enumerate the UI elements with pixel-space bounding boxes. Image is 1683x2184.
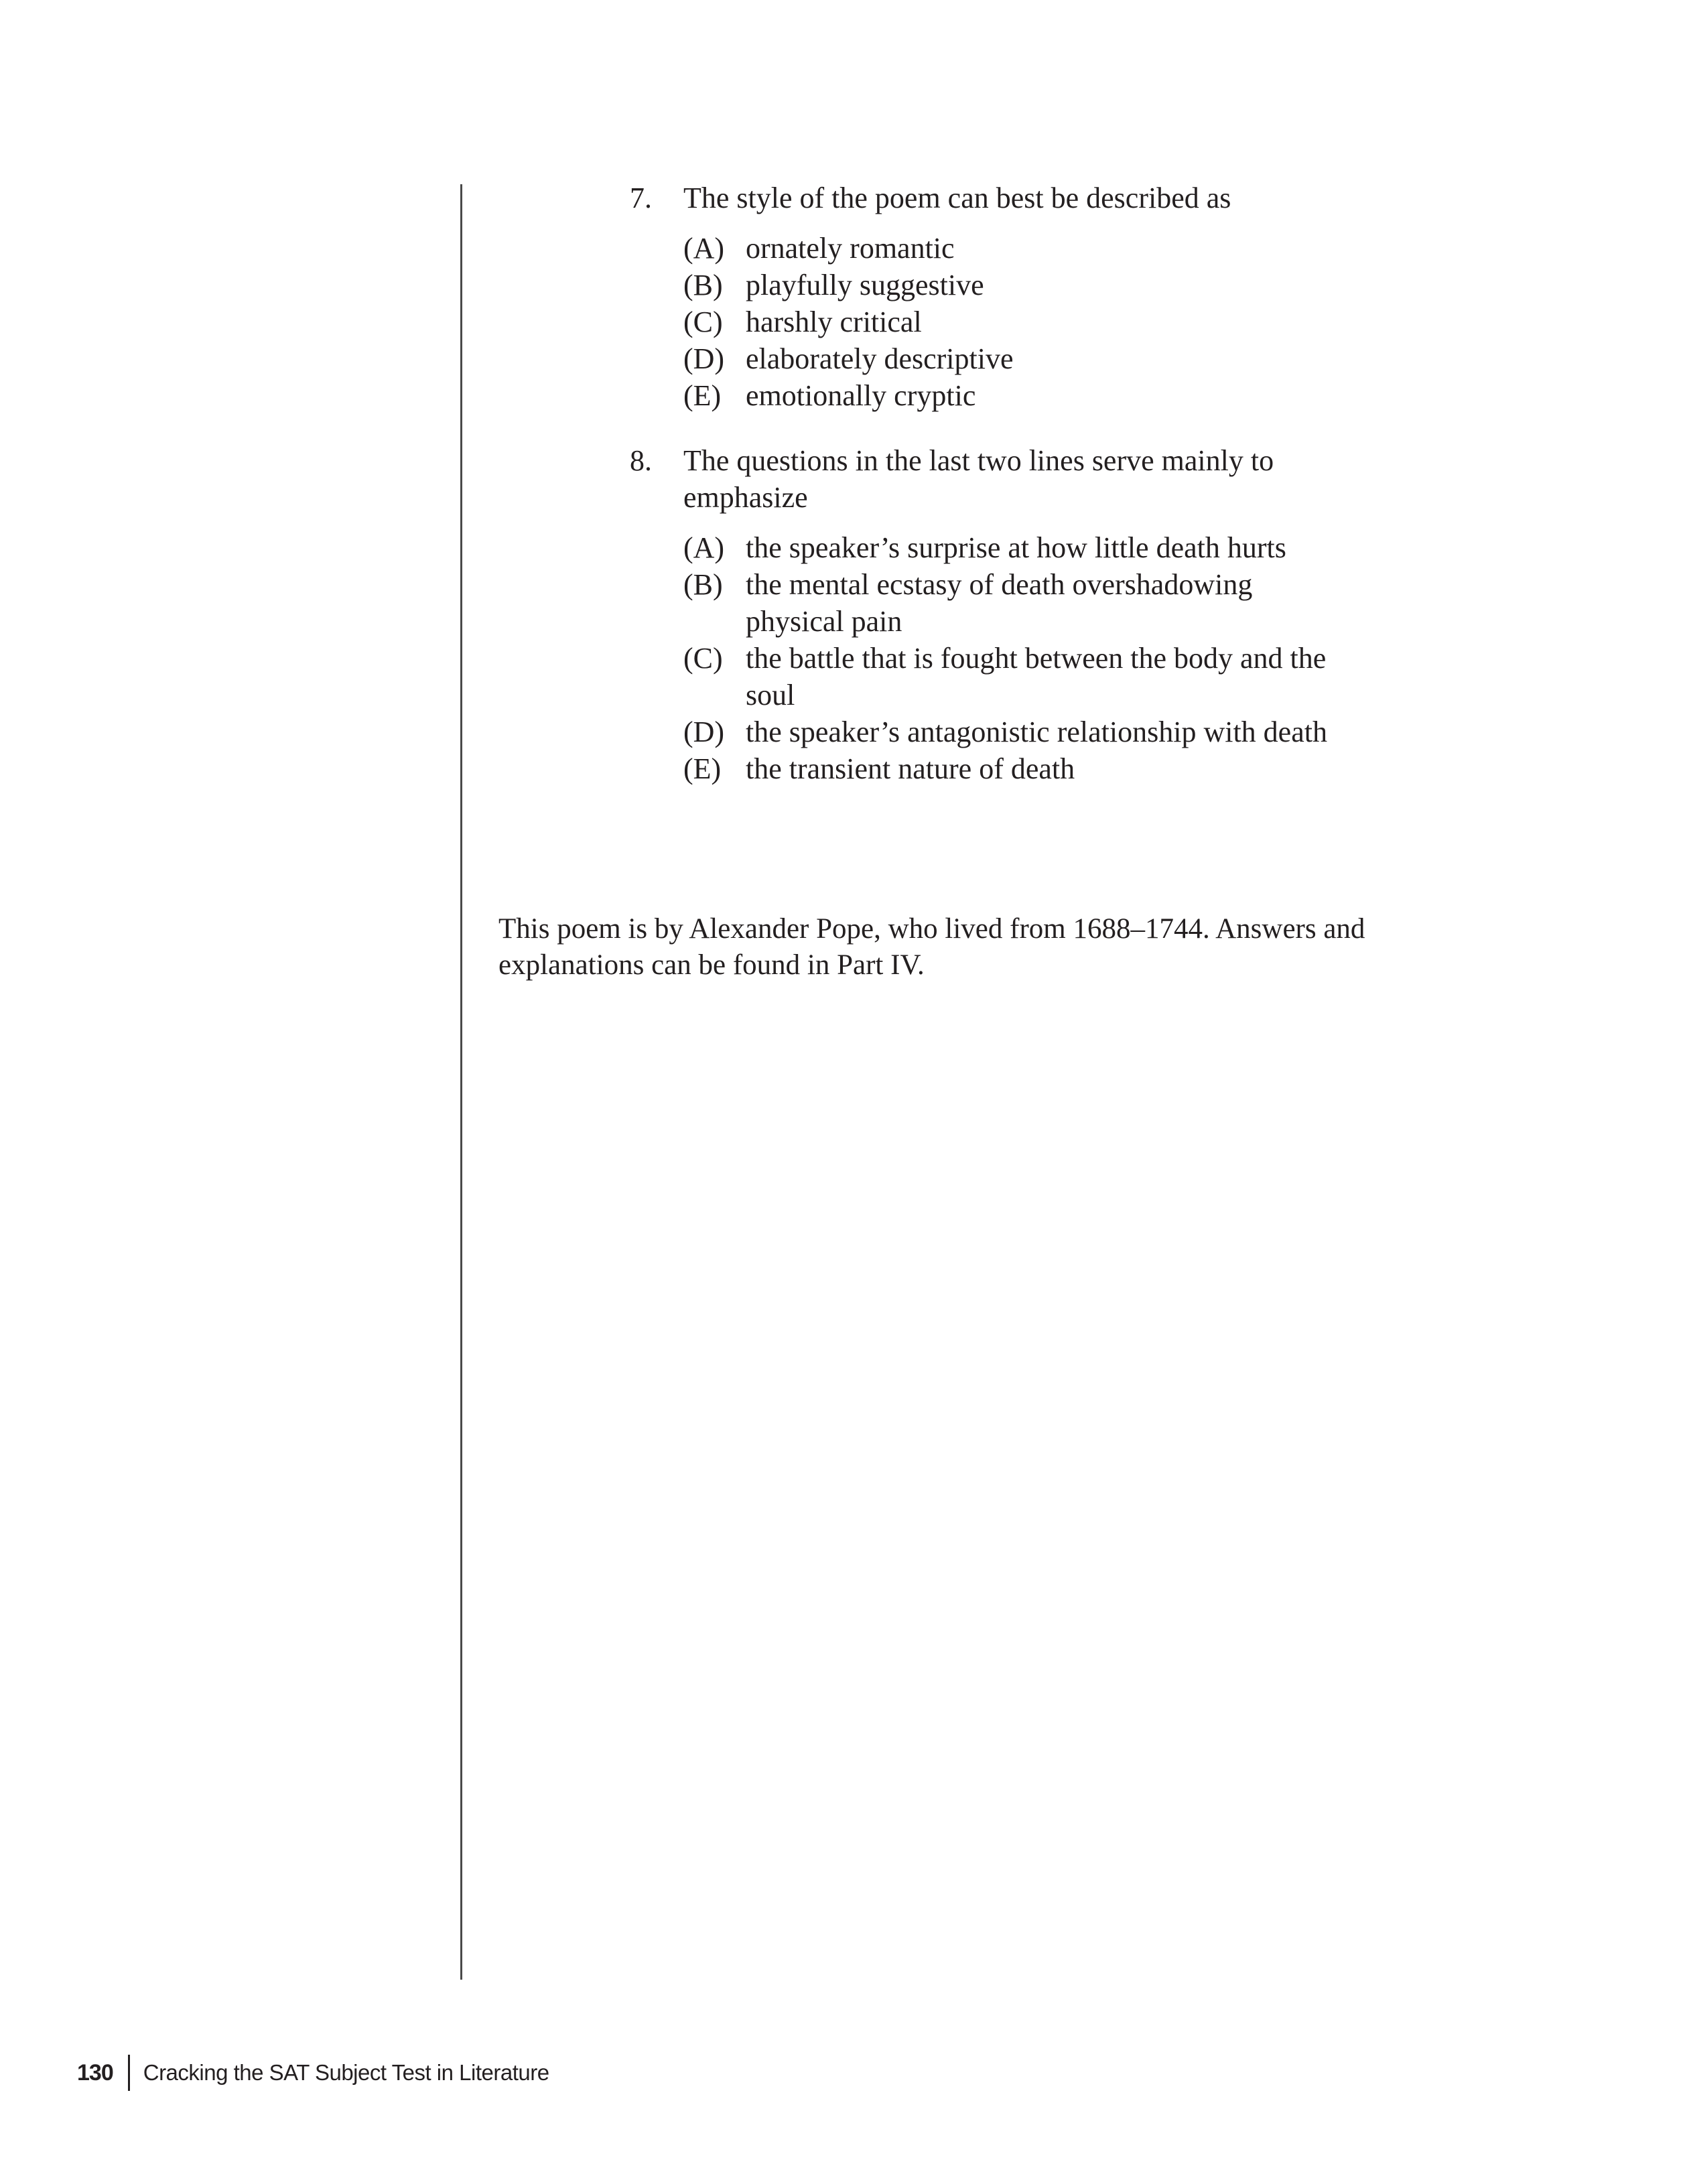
question-number: 8. [630, 444, 652, 477]
choice-letter: (D) [683, 715, 725, 748]
choice-letter: (E) [683, 379, 722, 412]
answer-choices [683, 529, 1340, 787]
answer-choice-d [683, 713, 1340, 750]
choice-letter: (E) [683, 752, 722, 785]
choice-letter: (A) [683, 531, 725, 564]
choice-letter: (C) [683, 642, 723, 675]
answer-choices [683, 230, 1340, 414]
question-text: The questions in the last two lines serve mainly to emphasize [683, 444, 1274, 514]
answer-choice-a [683, 529, 1340, 566]
choice-letter: (B) [683, 269, 723, 301]
choice-text: the speaker’s antagonistic relationship with death [746, 715, 1327, 748]
question-8 [630, 442, 1340, 787]
choice-text: the mental ecstasy of death overshadowing physical pain [746, 568, 1253, 638]
answer-choice-a [683, 230, 1340, 267]
choice-text: the battle that is fought between the body and the soul [746, 642, 1327, 711]
choice-text: harshly critical [746, 305, 922, 338]
question-stem [630, 442, 1340, 516]
question-7 [630, 180, 1340, 414]
page-number: 130 [77, 2059, 113, 2086]
answer-choice-b [683, 267, 1340, 303]
choice-letter: (B) [683, 568, 723, 601]
question-stem [630, 180, 1340, 216]
running-title: Cracking the SAT Subject Test in Literature [143, 2060, 549, 2085]
choice-text: the transient nature of death [746, 752, 1075, 785]
question-number: 7. [630, 182, 652, 214]
margin-rule [460, 184, 462, 1980]
page-footer [77, 2054, 549, 2092]
choice-letter: (C) [683, 305, 723, 338]
answer-choice-d [683, 340, 1340, 377]
choice-text: emotionally cryptic [746, 379, 976, 412]
choice-text: playfully suggestive [746, 269, 984, 301]
answer-choice-c [683, 303, 1340, 340]
answer-choice-e [683, 750, 1340, 787]
choice-text: the speaker’s surprise at how little death hurts [746, 531, 1286, 564]
choice-letter: (D) [683, 342, 725, 375]
choice-text: ornately romantic [746, 232, 955, 265]
source-note: This poem is by Alexander Pope, who lived from 1688–1744. Answers and explanations can be found in Part IV. [498, 913, 1365, 981]
question-text: The style of the poem can best be described as [683, 182, 1231, 214]
answer-choice-e [683, 377, 1340, 414]
footer-divider [128, 2055, 130, 2091]
choice-text: elaborately descriptive [746, 342, 1014, 375]
answer-choice-c [683, 640, 1340, 713]
answer-choice-b [683, 566, 1340, 640]
choice-letter: (A) [683, 232, 725, 265]
